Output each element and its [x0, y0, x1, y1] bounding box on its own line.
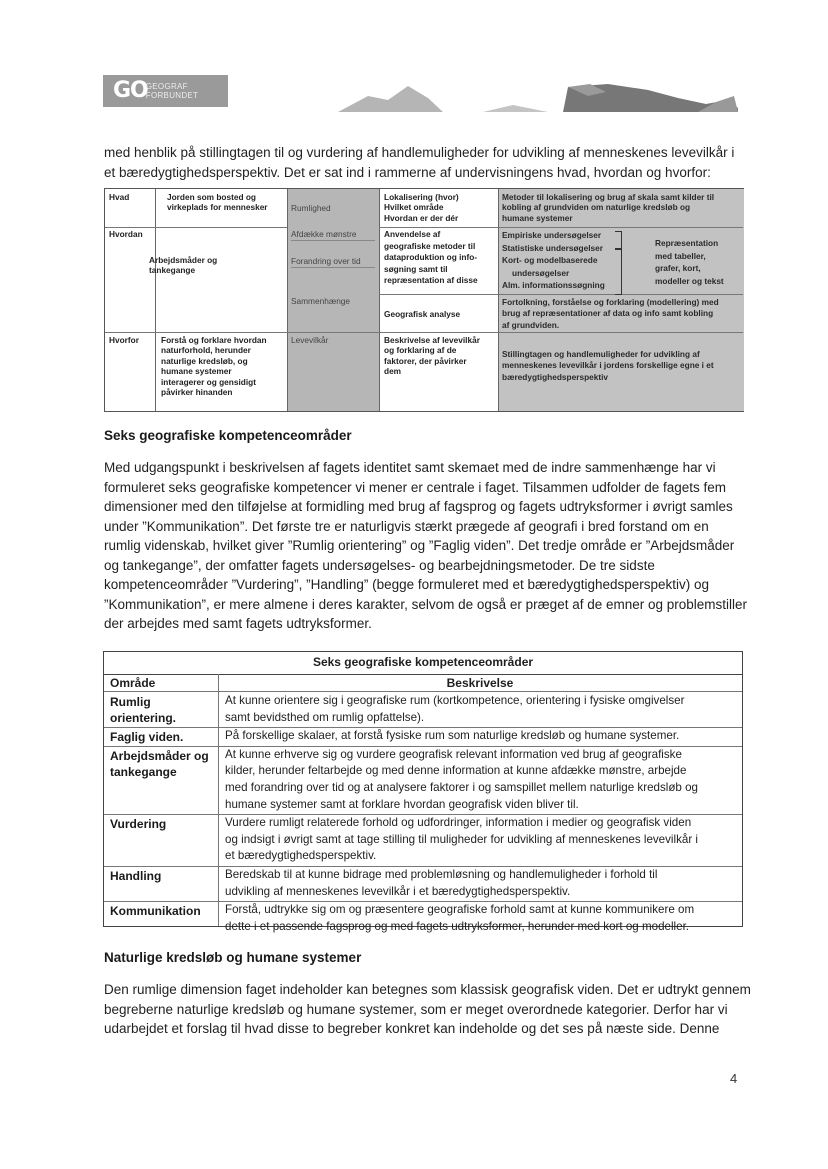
concept-rumlighed: Rumlighed [291, 203, 331, 213]
what-how-why-table [104, 188, 744, 412]
area-label: Handling [110, 869, 162, 883]
area-description: At kunne orientere sig i geografiske rum (kortkompetence, orientering i fysiske omgivelser samt bevidsthed om rumlig opfattelse). [225, 694, 685, 724]
concept-forandring-over-tid: Forandring over tid [291, 256, 361, 266]
empiriske-undersoegelser-cell: Empiriske undersøgelser Statistiske undersøgelser Kort- og modelbaserede undersøgelser Alm. informationssøgning [502, 230, 605, 291]
area-label: Arbejdsmåder og tankegange [110, 748, 209, 779]
section1-line: formuleret seks geografiske kompetencer vi mener er centrale i faget. Tilsammen udfolder de fagets fem [104, 479, 727, 495]
logo-mark: GO [113, 78, 148, 103]
competence-table [103, 651, 743, 933]
row-label-hvad: Hvad [109, 192, 130, 202]
section-heading-naturlige-kredsloeb: Naturlige kredsløb og humane systemer [104, 950, 362, 965]
logo-wordmark: GEOGRAF FORBUNDET [145, 82, 199, 100]
concept-afdaekke-moenstre: Afdække mønstre [291, 229, 357, 239]
geografisk-analyse-cell: Geografisk analyse [384, 309, 461, 319]
column-header-omraade: Område [110, 676, 156, 690]
section-heading-kompetenceomraader: Seks geografiske kompetenceområder [104, 428, 352, 443]
metoder-cell: Metoder til lokalisering og brug af skala samt kilder til kobling af grundviden om naturlige kredsløb og humane systemer [502, 192, 715, 223]
section1-line: ”Kommunikation”, er mere almene i deres karakter, selvom de også er præget af de emner og problemstiller [104, 596, 748, 612]
area-description: Forstå, udtrykke sig om og præsentere geografiske forhold samt at kunne kommunikere om dette i et passende fagsprog og med fagets udtryksformer, herunder med kort og modeller. [225, 903, 695, 933]
bracket-lower [615, 248, 622, 295]
hvad-description: Jorden som bosted og virkeplads for mennesker [167, 192, 268, 213]
competence-table-title: Seks geografiske kompetenceområder [312, 655, 534, 669]
section1-line: Med udgangspunkt i beskrivelsen af fagets identitet samt skemaet med de indre sammenhænge har vi [104, 460, 716, 475]
hvorfor-description: Forstå og forklare hvordan naturforhold, herunder naturlige kredsløb, og humane systemer interagerer og gensidigt påvirker hinanden [161, 335, 267, 398]
stillingtagen-cell: Stillingtagen og handlemuligheder for udvikling af menneskenes levevilkår i jordens forskellige egne i et bæredygtighedsperspektiv [502, 349, 714, 382]
repraesentation-cell: Repræsentation med tabeller, grafer, kort, modeller og tekst [655, 238, 724, 286]
hvordan-description: Arbejdsmåder og tankegange [149, 255, 218, 276]
section1-line: og tankegange”, der omfatter fagets undersøgelses- og bearbejdningsmetoder. De tre sidste [104, 557, 655, 573]
anvendelse-cell: Anvendelse af geografiske metoder til dataproduktion og info- søgning samt til repræsentation af disse [384, 229, 478, 286]
area-label: Vurdering [110, 817, 167, 832]
page-number: 4 [730, 1071, 738, 1086]
area-description: Vurdere rumligt relaterede forhold og udfordringer, information i medier og geografisk viden og indsigt i øvrigt samt at tage stilling til muligheder for udvikling af menneskenes levevilkår i et bæredygtighedsperspektiv. [225, 816, 698, 863]
concept-sammenhaenge: Sammenhænge [291, 296, 351, 306]
beskrivelse-levevilkaar-cell: Beskrivelse af levevilkår og forklaring af de faktorer, der påvirker dem [384, 335, 480, 377]
logo [103, 75, 228, 107]
fortolkning-cell: Fortolkning, forståelse og forklaring (modellering) med brug af repræsentationer af data og info samt kobling af grundviden. [502, 297, 719, 330]
kompetence-paragraph [104, 458, 748, 634]
concept-levevilkaar: Levevilkår [291, 335, 329, 345]
section1-line: dimensioner med den tilføjelse at formidling med brug af fagsprog og fagets udtryksformer i øvrigt samles [104, 499, 733, 514]
kredsloeb-paragraph [104, 980, 751, 1039]
area-description: At kunne erhverve sig og vurdere geografisk relevant information ved brug af geografiske kilder, herunder feltarbejde og med denne information at kunne afdække mønstre, arbejde med forandring over tid og at analysere faktorer i og samspillet mellem naturlige kredsløb og humane systemer samt at forklare hvordan geografisk viden bliver til. [225, 747, 698, 811]
section2-line: begreberne naturlige kredsløb og humane systemer, som er meget overordnede kategorier. Derfor har vi [104, 1001, 728, 1017]
intro-paragraph: med henblik på stillingtagen til og vurdering af handlemuligheder for udvikling af menneskenes levevilkår i et bæredygtighedsperspektiv. Det er sat ind i rammerne af undervisningens hvad, hvordan og hvorfor: [104, 145, 735, 180]
section2-line: Den rumlige dimension faget indeholder kan betegnes som klassisk geografisk viden. Det er udtrykt gennem [104, 982, 751, 997]
area-label: Kommunikation [110, 904, 201, 919]
area-description: Beredskab til at kunne bidrage med problemløsning og handlemuligheder i forhold til udvikling af menneskenes levevilkår i et bæredygtighedsperspektiv. [225, 868, 658, 898]
row-label-hvordan: Hvordan [109, 229, 143, 239]
header-landscape-image [228, 70, 738, 112]
area-label: Faglig viden. [110, 730, 184, 745]
section1-line: der arbejdes med samt fagets udtryksformer. [104, 616, 372, 631]
column-header-beskrivelse: Beskrivelse [446, 676, 514, 690]
lokalisering-cell: Lokalisering (hvor) Hvilket område Hvordan er der dér [384, 192, 459, 223]
section1-line: under ”Kommunikation”. Det første tre er naturligvis stærkt prægede af geografi i bred forstand om en [104, 518, 709, 534]
section2-line: udarbejdet et forslag til hvad disse to begreber konkret kan indeholde og det ses på næste side. Denne [104, 1021, 720, 1036]
section1-line: rumlig videnskab, hvilket giver ”Rumlig orientering” og ”Faglig viden”. Det tredje område er ”Arbejdsmåder [104, 538, 735, 553]
row-label-hvorfor: Hvorfor [109, 335, 139, 345]
area-description: På forskellige skalaer, at forstå fysiske rum som naturlige kredsløb og humane systemer. [225, 729, 680, 743]
area-label: Rumlig orientering. [110, 695, 177, 725]
section1-line: kompetenceområder ”Vurdering”, ”Handling” (begge formuleret med et bæredygtighedsperspektiv) og [104, 577, 710, 592]
